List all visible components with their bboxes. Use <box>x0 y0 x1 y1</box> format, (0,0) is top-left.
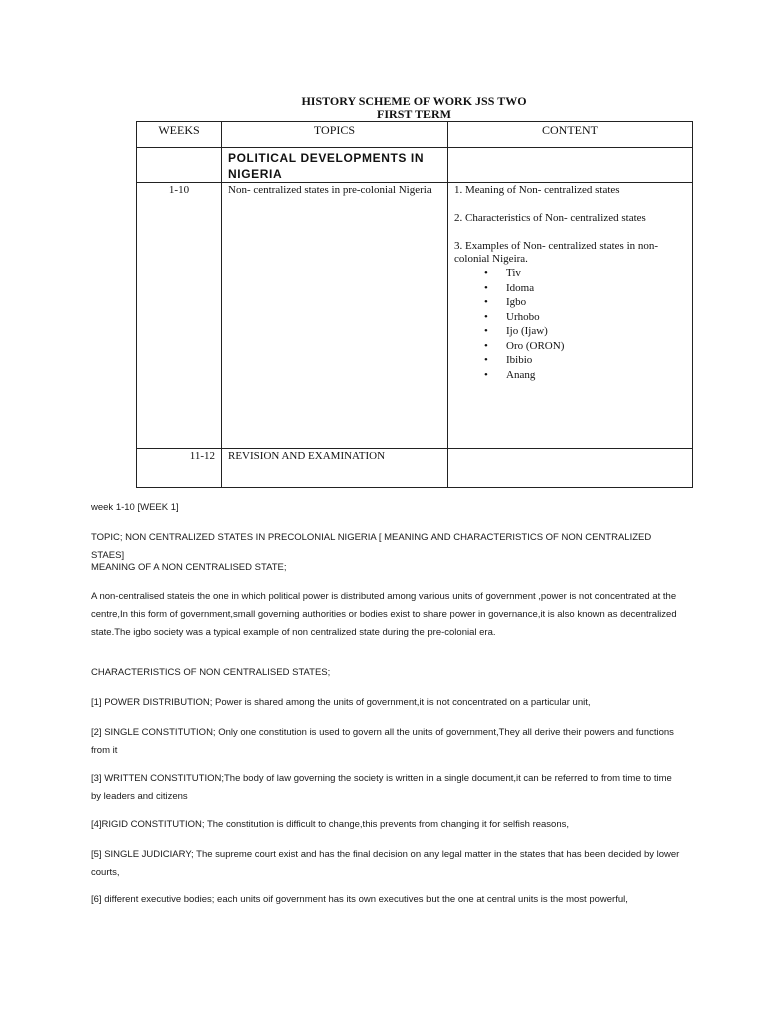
section-heading-cell <box>222 148 448 183</box>
list-item: • Anang <box>506 368 686 383</box>
characteristic-item: [6] different executive bodies; each units oif government has its own executives but the one at central units is the most powerful, <box>91 894 628 905</box>
characteristic-item: [4]RIGID CONSTITUTION; The constitution is difficult to change,this prevents from changing it for selfish reasons, <box>91 819 570 830</box>
section-heading: POLITICAL DEVELOPMENTS IN NIGERIA <box>228 151 425 181</box>
characteristic-item: [5] SINGLE JUDICIARY; The supreme court exist and has the final decision on any legal matter in the states that has been decided by lower courts, <box>91 849 680 878</box>
table-header-row <box>137 122 693 148</box>
list-item: • Urhobo <box>506 310 686 325</box>
list-item: • Tiv <box>506 266 686 281</box>
characteristic-item: [3] WRITTEN CONSTITUTION;The body of law governing the society is written in a single document,it can be referred to from time to time by leaders and citizens <box>91 773 672 802</box>
list-item: • Ibibio <box>506 353 686 368</box>
examples-list <box>454 266 686 382</box>
weeks-value: 11-12 <box>189 450 215 462</box>
content-value <box>454 449 686 450</box>
content-item: 1. Meaning of Non- centralized states <box>454 184 620 196</box>
meaning-paragraph: A non-centralised stateis the one in which political power is distributed among various units of government ,power is not concentrated at the centre,In this form of government,small governing authorities or bodies exist to share power in governance,it is also known as decentralized state.The igbo society was a typical example of non centralized state during the pre-colonial era. <box>91 591 677 638</box>
header-content: CONTENT <box>448 122 693 148</box>
weeks-value: 1-10 <box>168 184 190 196</box>
weeks-cell <box>137 449 222 488</box>
topic-cell <box>222 183 448 449</box>
topic-line: TOPIC; NON CENTRALIZED STATES IN PRECOLONIAL NIGERIA [ MEANING AND CHARACTERISTICS OF NON CENTRALIZED STAES] <box>91 532 652 561</box>
table-row <box>137 148 693 183</box>
characteristics-heading: CHARACTERISTICS OF NON CENTRALISED STATES; <box>91 667 331 678</box>
list-item: • Idoma <box>506 281 686 296</box>
topic-cell <box>222 449 448 488</box>
term-title: FIRST TERM <box>377 107 451 121</box>
topic-value: REVISION AND EXAMINATION <box>228 450 386 462</box>
list-item: • Igbo <box>506 295 686 310</box>
header-weeks: WEEKS <box>137 122 222 148</box>
header-topics: TOPICS <box>222 122 448 148</box>
table-row <box>137 183 693 449</box>
content-item: 3. Examples of Non- centralized states in non-colonial Nigeira. <box>454 240 659 265</box>
meaning-heading: MEANING OF A NON CENTRALISED STATE; <box>91 562 287 573</box>
content-item: 2. Characteristics of Non- centralized states <box>454 212 646 224</box>
list-item: • Oro (ORON) <box>506 339 686 354</box>
characteristic-item: [1] POWER DISTRIBUTION; Power is shared among the units of government,it is not concentrated on a particular unit, <box>91 697 591 708</box>
week-line: week 1-10 [WEEK 1] <box>91 502 179 513</box>
empty-cell <box>137 148 222 183</box>
document-title: HISTORY SCHEME OF WORK JSS TWO <box>301 94 527 108</box>
empty-cell <box>448 148 693 183</box>
table-row <box>137 449 693 488</box>
scheme-table <box>136 121 693 488</box>
list-item: • Ijo (Ijaw) <box>506 324 686 339</box>
weeks-cell <box>137 183 222 449</box>
topic-value: Non- centralized states in pre-colonial Nigeria <box>228 184 432 196</box>
characteristic-item: [2] SINGLE CONSTITUTION; Only one constitution is used to govern all the units of government,They all derive their powers and functions from it <box>91 727 674 756</box>
content-cell <box>448 183 693 449</box>
content-cell <box>448 449 693 488</box>
